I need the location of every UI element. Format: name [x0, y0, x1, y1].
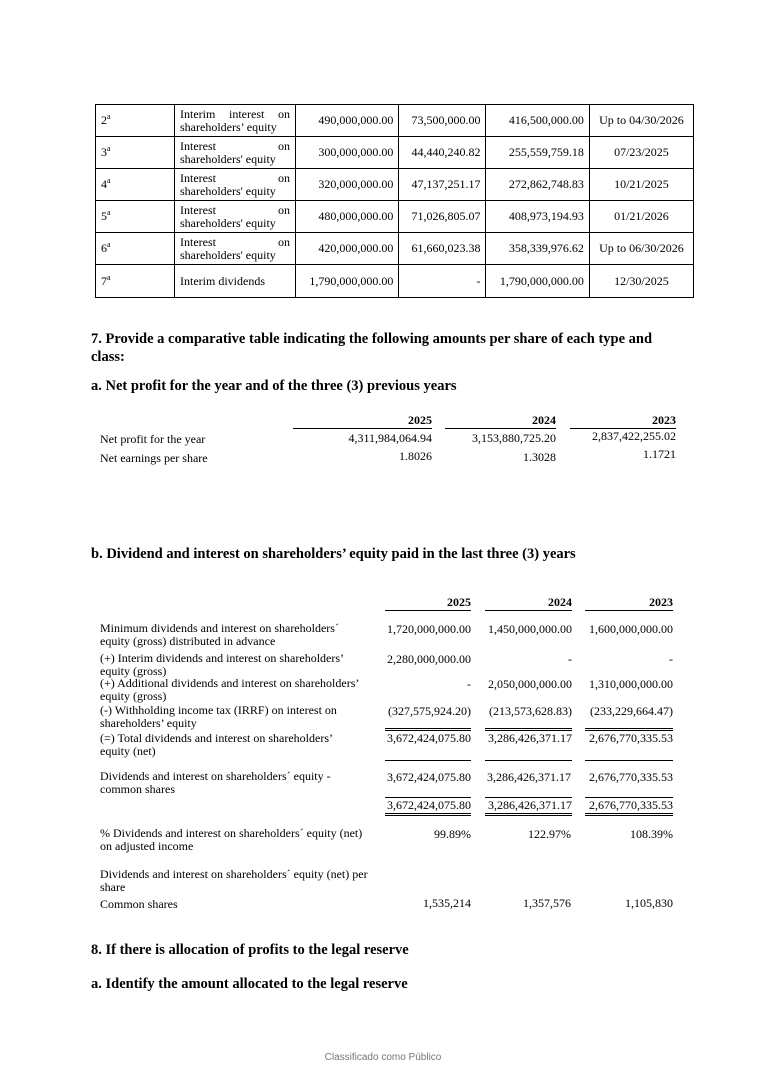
dividend-row-value: -: [568, 652, 572, 666]
dividend-row-value: 2,676,770,335.53: [585, 728, 673, 761]
dividend-row-label: (+) Interim dividends and interest on shareholders’ equity (gross): [100, 651, 344, 678]
div-year-2024: 2024: [485, 595, 572, 611]
table-row: [96, 201, 694, 233]
dividend-row-value: (213,573,628.83): [489, 704, 572, 718]
eps-label: Net earnings per share: [100, 451, 208, 465]
np-year-2025: 2025: [293, 413, 432, 429]
section8a-heading: a. Identify the amount allocated to the legal reserve: [91, 976, 408, 992]
net-profit-2025: 4,311,984,064.94: [348, 431, 432, 445]
payment-type: Interim dividends: [175, 265, 296, 298]
np-year-2023: 2023: [570, 413, 676, 429]
payment-type: Interim interest on shareholders’ equity: [175, 105, 296, 137]
dividend-row-value: 3,286,426,371.17: [485, 728, 572, 761]
div-year-2023: 2023: [585, 595, 673, 611]
table-row: [96, 169, 694, 201]
gross-amount: 420,000,000.00: [296, 233, 399, 265]
installment-number: 7$^a$: [96, 265, 175, 298]
common-total-2023: 2,676,770,335.53: [585, 797, 673, 816]
dividend-row-value: (327,575,924.20): [388, 704, 471, 718]
net-amount: 1,790,000,000.00: [486, 265, 589, 298]
common-shares-label: Common shares: [100, 897, 178, 911]
per-share-2023: 1,105,830: [625, 896, 673, 910]
irrf-amount: 44,440,240.82: [399, 137, 486, 169]
net-amount: 408,973,194.93: [486, 201, 589, 233]
dividend-row-value: 2,280,000,000.00: [387, 652, 471, 666]
gross-amount: 300,000,000.00: [296, 137, 399, 169]
section7b-heading: b. Dividend and interest on shareholders’ equity paid in the last three (3) years: [91, 546, 576, 562]
net-amount: 255,559,759.18: [486, 137, 589, 169]
dividend-row-value: 3,672,424,075.80: [385, 728, 471, 761]
pct-2025: 99.89%: [434, 827, 471, 841]
payment-date: 10/21/2025: [589, 169, 693, 201]
irrf-amount: 61,660,023.38: [399, 233, 486, 265]
table-row: [96, 105, 694, 137]
dividend-row-value: 1,310,000,000.00: [589, 677, 673, 691]
payment-type: Interest on shareholders' equity: [175, 233, 296, 265]
gross-amount: 490,000,000.00: [296, 105, 399, 137]
net-amount: 272,862,748.83: [486, 169, 589, 201]
common-2025: 3,672,424,075.80: [387, 770, 471, 784]
common-total-2025: 3,672,424,075.80: [385, 797, 471, 816]
common-2023: 2,676,770,335.53: [589, 770, 673, 784]
payment-type: Interest on shareholders' equity: [175, 201, 296, 233]
gross-amount: 320,000,000.00: [296, 169, 399, 201]
pct-2023: 108.39%: [630, 827, 673, 841]
payment-date: 07/23/2025: [589, 137, 693, 169]
net-profit-2024: 3,153,880,725.20: [472, 431, 556, 445]
dividend-row-value: -: [467, 677, 471, 691]
div-year-2025: 2025: [385, 595, 471, 611]
installment-number: 6$^a$: [96, 233, 175, 265]
net-amount: 416,500,000.00: [486, 105, 589, 137]
net-amount: 358,339,976.62: [486, 233, 589, 265]
eps-2025: 1.8026: [399, 449, 432, 463]
dividend-row-value: -: [669, 652, 673, 666]
np-year-2024: 2024: [445, 413, 556, 429]
pct-2024: 122.97%: [528, 827, 571, 841]
dividend-row-label: Minimum dividends and interest on shareholders´ equity (gross) distributed in advance: [100, 621, 339, 648]
dividend-row-label: (=) Total dividends and interest on shareholders’ equity (net): [100, 731, 333, 758]
installment-number: 5$^a$: [96, 201, 175, 233]
dividend-row-value: 1,450,000,000.00: [488, 622, 572, 636]
section7a-heading: a. Net profit for the year and of the three (3) previous years: [91, 378, 457, 394]
dividend-row-label: (+) Additional dividends and interest on shareholders’ equity (gross): [100, 676, 359, 703]
gross-amount: 480,000,000.00: [296, 201, 399, 233]
irrf-amount: 47,137,251.17: [399, 169, 486, 201]
per-share-2024: 1,357,576: [523, 896, 571, 910]
net-profit-2023: 2,837,422,255.02: [592, 429, 676, 443]
dividend-row-value: 2,050,000,000.00: [488, 677, 572, 691]
installments-table: [95, 104, 694, 298]
net-profit-label: Net profit for the year: [100, 432, 206, 446]
section8-heading: 8. If there is allocation of profits to the legal reserve: [91, 942, 409, 958]
dividend-row-value: 1,720,000,000.00: [387, 622, 471, 636]
per-share-label: Dividends and interest on shareholders´ equity (net) per share: [100, 867, 368, 894]
common-label: Dividends and interest on shareholders´ equity - common shares: [100, 769, 331, 796]
table-row: [96, 265, 694, 298]
eps-2024: 1.3028: [523, 450, 556, 464]
gross-amount: 1,790,000,000.00: [296, 265, 399, 298]
irrf-amount: 71,026,805.07: [399, 201, 486, 233]
payment-date: 01/21/2026: [589, 201, 693, 233]
dividend-row-value: (233,229,664.47): [590, 704, 673, 718]
payment-date: Up to 06/30/2026: [589, 233, 693, 265]
dividend-row-label: (-) Withholding income tax (IRRF) on interest on shareholders’ equity: [100, 703, 337, 730]
common-total-2024: 3,286,426,371.17: [485, 797, 572, 816]
common-2024: 3,286,426,371.17: [487, 770, 571, 784]
pct-label: % Dividends and interest on shareholders´ equity (net) on adjusted income: [100, 826, 363, 853]
payment-type: Interest on shareholders' equity: [175, 169, 296, 201]
irrf-amount: 73,500,000.00: [399, 105, 486, 137]
dividend-row-value: 1,600,000,000.00: [589, 622, 673, 636]
installment-number: 4$^a$: [96, 169, 175, 201]
table-row: [96, 137, 694, 169]
irrf-amount: -: [399, 265, 486, 298]
classification-footer: Classificado como Público: [324, 1052, 442, 1063]
payment-type: Interest on shareholders' equity: [175, 137, 296, 169]
table-row: [96, 233, 694, 265]
installment-number: 3$^a$: [96, 137, 175, 169]
eps-2023: 1.1721: [643, 447, 676, 461]
section7-heading: 7. Provide a comparative table indicating the following amounts per share of each type and class:: [91, 331, 653, 365]
per-share-2025: 1,535,214: [423, 896, 471, 910]
installment-number: 2$^a$: [96, 105, 175, 137]
payment-date: Up to 04/30/2026: [589, 105, 693, 137]
payment-date: 12/30/2025: [589, 265, 693, 298]
